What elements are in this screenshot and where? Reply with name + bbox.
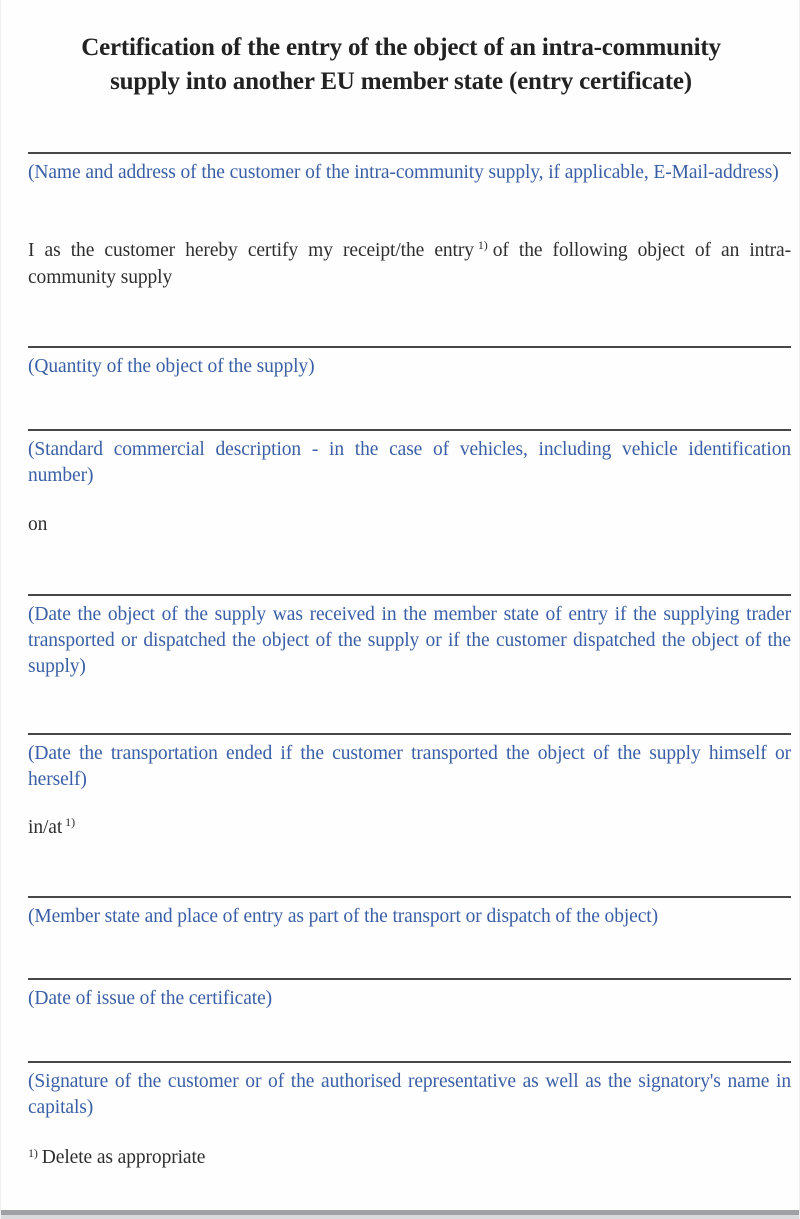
fill-in-line-quantity [28,346,791,348]
footnote-text: Delete as appropriate [41,1147,206,1168]
footnote-marker: 1) [477,238,488,252]
statement-text-post: of the following object of an intra-community supply [28,240,791,288]
statement-text-pre: I as the customer hereby certify my receipt/the entry [28,240,474,261]
footnote-delete-as-appropriate [28,1144,791,1171]
field-label-quantity: (Quantity of the object of the supply) [28,356,315,377]
on-word: on [28,514,48,535]
field-label-customer-name-address: (Name and address of the customer of the intra-community supply, if applicable, E-Mail-address) [28,162,779,183]
in-at-phrase [28,814,791,841]
field-label-member-state: (Member state and place of entry as part of the transport or dispatch of the object) [28,906,658,927]
document-title-line-2: supply into another EU member state (entry certificate) [110,67,692,95]
fill-in-line-customer [28,152,791,154]
fill-in-line-signature [28,1061,791,1063]
footnote-marker: 1) [65,815,75,829]
document-title [28,31,774,99]
field-label-commercial-description: (Standard commercial description - in the case of vehicles, including vehicle identification number) [28,439,791,486]
in-at-text: in/at [28,817,63,838]
certification-statement [28,237,791,291]
fill-in-line-date-received [28,594,791,596]
document-title-line-1: Certification of the entry of the object of an intra-community [81,33,721,61]
field-label-date-received: (Date the object of the supply was received in the member state of entry if the supplying trader transported or dispatched the object of the supply or if the customer dispatched the object of the supply) [28,604,791,677]
footnote-marker: 1) [28,1146,38,1160]
fill-in-line-date-transport-ended [28,733,791,735]
page-bottom-edge [1,1210,800,1215]
fill-in-line-date-of-issue [28,978,791,980]
field-label-date-transport-ended: (Date the transportation ended if the customer transported the object of the supply himself or herself) [28,743,791,790]
fill-in-line-member-state [28,896,791,898]
page-bottom-edge-light [1,1215,800,1219]
fill-in-line-description [28,429,791,431]
field-label-signature: (Signature of the customer or of the authorised representative as well as the signatory's name in capitals) [28,1071,791,1118]
field-label-date-of-issue: (Date of issue of the certificate) [28,988,273,1009]
